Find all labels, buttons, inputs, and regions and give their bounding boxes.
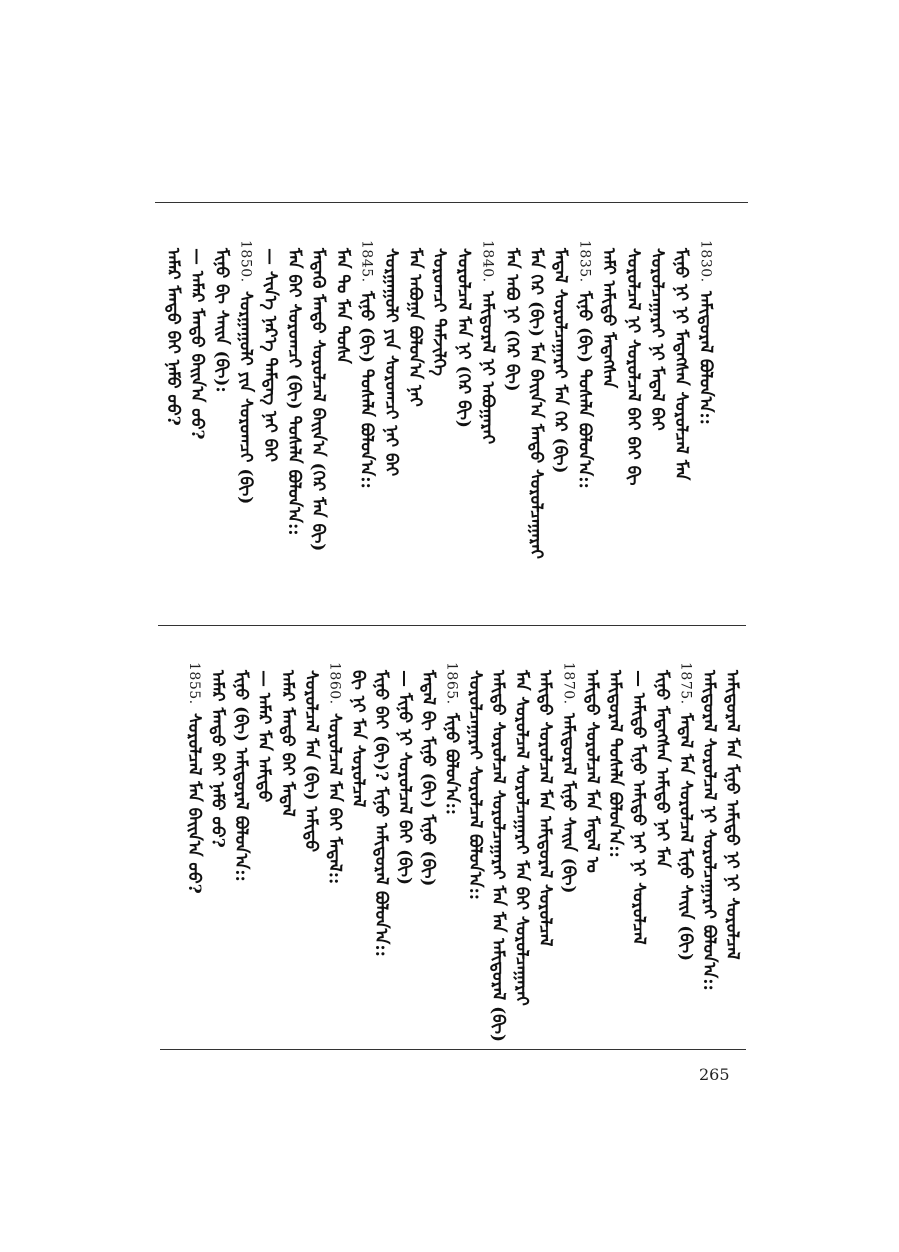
line-number: 1845. [358,240,375,283]
verse-column [370,662,392,957]
verse-column [253,662,275,802]
bottom-rule [160,1049,746,1050]
verse-column [698,662,720,991]
verse-text: — ᠠᠮᠢᠳᠤ ᠮᠢᠨᠦ ᠠᠮᠢᠳᠤ ᠨᠠᠢ ᠨᠢ ᠰᠤᠷᠤᠯᠴᠠᠯ [628,670,649,945]
verse-text: ᠮᠠᠨ ᠪᠠᠢ ᠰᠤᠷᠤᠭᠴᠢ (ᠪᠢ) ᠲᠤᠰᠠᠯᠠ ᠪᠣᠯᠤᠨ᠎ᠠ:: [284,248,304,536]
verse-column [452,240,474,428]
verse-text: ᠮᠡᠳᠡᠯ ᠪᠢ ᠮᠢᠨᠦ (ᠪᠢ) ᠮᠢᠨᠦ (ᠪᠢ) [418,670,438,887]
verse-text: ᠠᠮᠢᠳᠤ ᠰᠤᠷᠤᠯᠴᠠᠯ ᠮᠠᠨ ᠮᠡᠳᠡᠯ ᠤ [581,670,602,873]
line-number: 1830. [697,240,714,283]
verse-column [581,662,603,873]
verse-column [404,240,426,407]
line-number: 1875. [677,662,694,705]
verse-text: ᠮᠡᠳᠡᠯ ᠰᠤᠷᠤᠯᠴᠠᠭᠠᠷᠠᠢ ᠮᠠᠨ ᠭᠡᠷ (ᠪᠢ) [550,248,571,474]
middle-rule [158,625,746,626]
verse-text: ᠠᠮᠢᠳᠤᠷᠠᠯ ᠪᠣᠯᠤᠨ᠎ᠠ:: [695,290,716,425]
verse-text: ᠮᠢᠨᠦ ᠪᠣᠯᠤᠨ᠎ᠠ:: [441,712,462,815]
verse-text: ᠮᠠᠨ ᠰᠤᠷᠤᠯᠴᠠᠯ ᠰᠤᠷᠤᠯᠴᠠᠭᠠᠷᠠᠢ ᠮᠠᠨ ᠪᠠᠢ ᠰᠤᠷᠤᠯᠴᠠᠭᠠᠷᠠᠢ [511,670,532,1006]
verse-text: ᠮᠢᠨᠦ (ᠪᠢ) ᠲᠤᠰᠠᠯᠠ ᠪᠣᠯᠤᠨ᠎ᠠ:: [356,290,377,489]
verse-text: ᠮᠠᠨ ᠠᠪᠤ ᠨᠢ (ᠭᠡᠷ ᠪᠢ) [501,248,522,392]
verse-text: ᠠᠮᠢ ᠠᠮᠢᠳᠤ ᠮᠡᠳᠡᠭᠰᠡᠨ [598,248,619,389]
verse-text: ᠠᠮᠢᠳᠤᠷᠠᠯ ᠲᠤᠰᠠᠯᠠ ᠪᠣᠯᠤᠨ᠎ᠠ:: [605,670,626,858]
line-number: 1850. [237,240,254,283]
lower-verse-block [0,662,899,1043]
verse-text: ᠰᠤᠷᠭᠠᠭᠤᠯᠢ ᠶᠢᠨ ᠰᠤᠷᠤᠭᠴᠢ ᠨᠠᠢ ᠪᠠᠢ [380,248,401,477]
verse-column [573,240,595,488]
verse-text: ᠮᠠᠨ ᠲᠤ ᠮᠠᠨ ᠲᠤᠰᠠ [332,248,353,364]
verse-text: ᠠᠮᠢᠳᠤᠷᠠᠯ ᠮᠢᠨᠦ ᠰᠠᠢᠨ (ᠪᠢ) [558,712,579,894]
line-number: 1870. [560,662,577,705]
verse-column [549,240,571,474]
verse-text: ᠠᠮᠠᠷ ᠮᠡᠨᠳᠦ ᠪᠠᠢ ᠨᠠᠮᠤ ᠤᠤ? [207,670,228,848]
verse-column [307,240,329,551]
verse-column [525,240,547,559]
verse-column [183,662,205,893]
verse-column [347,662,369,807]
verse-text: ᠰᠤᠷᠭᠠᠭᠤᠯᠢ ᠶᠢᠨ ᠰᠤᠷᠤᠭᠴᠢ (ᠪᠢ) [235,290,256,504]
verse-text: ᠮᠡᠳᠡᠯ ᠮᠠᠨ ᠰᠤᠷᠤᠯᠴᠠᠯ ᠮᠢᠨᠦ ᠰᠠᠢᠨ (ᠪᠢ) [675,712,696,961]
verse-column [210,240,232,393]
verse-column [534,662,556,946]
verse-column [694,240,716,425]
verse-text: ᠠᠮᠢᠳᠤᠷᠠᠯ ᠨᠢ ᠠᠪᠤᠭᠠᠷᠠᠢ [477,290,498,444]
verse-column [487,662,509,1042]
verse-text: ᠮᠢᠨᠦ ᠪᠢ ᠰᠠᠢᠨ (ᠪᠢ): [211,248,232,393]
verse-column [440,662,462,815]
verse-text: ᠠᠮᠢᠳᠤ ᠰᠤᠷᠤᠯᠴᠠᠯ ᠰᠤᠷᠤᠯᠴᠠᠭᠠᠷᠠᠢ ᠮᠠᠨ ᠮᠠᠨ ᠠᠮᠢᠳᠤᠷᠠᠯ (ᠪᠢ) [488,670,509,1043]
verse-column [670,240,692,480]
verse-column [464,662,486,900]
upper-verse-block [0,240,899,610]
line-number: 1835. [576,240,593,283]
verse-text: ᠰᠤᠷᠤᠯᠴᠠᠯ ᠮᠠᠨ ᠨᠢ (ᠭᠡᠷ ᠪᠢ) [453,248,474,428]
verse-text: ᠠᠮᠢᠳᠤᠷᠠᠯ ᠮᠠᠨ ᠮᠢᠨᠦ ᠠᠮᠢᠳᠤ ᠨᠢ ᠨᠢ ᠰᠤᠷᠤᠯᠴᠠᠯ [722,670,743,960]
verse-text: ᠮᠠᠨ ᠭᠡᠷ (ᠪᠢ) ᠮᠠᠨ ᠪᠠᠢᠨ᠎ᠠ ᠮᠡᠨᠳᠦ ᠰᠤᠷᠤᠯᠴᠠᠭᠠᠷᠠᠢ [526,248,546,559]
verse-text: ᠰᠤᠷᠤᠯᠴᠠᠯ ᠨᠢ ᠰᠤᠷᠤᠯᠴᠠᠯ ᠪᠠᠢ ᠪᠠᠢ ᠪᠢ [622,248,643,486]
verse-text: ᠰᠤᠷᠤᠯᠴᠠᠭᠠᠷᠠᠢ ᠨᠢ ᠮᠡᠳᠡᠯ ᠪᠠᠢ [647,248,667,431]
verse-column [230,662,252,882]
verse-column [501,240,523,392]
verse-text: — ᠠᠮᠠᠷ ᠮᠠᠨ ᠠᠮᠢᠳᠤ [254,670,275,803]
verse-text: ᠰᠤᠷᠤᠯᠴᠠᠯ ᠮᠠᠨ ᠪᠠᠢᠨ᠎ᠠ ᠤᠤ? [184,712,204,894]
verse-text: ᠪᠢ ᠨᠢ ᠮᠠᠨ ᠰᠤᠷᠤᠯᠴᠠᠯ [347,670,368,808]
verse-column [557,662,579,893]
verse-text: ᠠᠮᠢᠳᠤ ᠰᠤᠷᠤᠯᠴᠠᠯ ᠮᠠᠨ ᠠᠮᠢᠳᠤᠷᠠᠯ ᠰᠤᠷᠤᠯᠴᠠᠯ [535,670,555,947]
verse-column [186,240,208,440]
verse-text: — ᠮᠢᠨᠦ ᠨᠢ ᠰᠤᠷᠤᠯᠴᠠᠯ ᠪᠠᠢ (ᠪᠢ) [394,670,415,886]
verse-text: ᠮᠢᠨᠦ ᠮᠡᠳᠡᠭᠰᠡᠨ ᠠᠮᠢᠳᠤ ᠨᠠᠢ ᠮᠠᠨ [652,670,672,868]
verse-text: ᠠᠮᠠᠷ ᠮᠡᠨᠳᠦ ᠪᠠᠢ ᠨᠠᠮᠤ ᠤᠤ? [163,248,183,426]
verse-column [380,240,402,476]
verse-column [646,240,668,431]
page-number: 265 [699,1065,730,1084]
verse-column [477,240,499,444]
verse-column [206,662,228,848]
verse-text: ᠠᠮᠢᠳᠤᠷᠠᠯ ᠰᠤᠷᠤᠯᠴᠠᠯ ᠨᠢ ᠰᠤᠷᠤᠯᠴᠠᠭᠠᠷᠠᠢ ᠪᠣᠯᠤᠨ᠎ᠠ:: [698,670,719,991]
verse-column [598,240,620,388]
verse-text: ᠠᠮᠠᠷ ᠮᠡᠨᠳᠦ ᠪᠠᠢ ᠮᠡᠳᠡᠯ [277,670,298,817]
verse-text: ᠰᠤᠷᠤᠭᠴᠢ ᠳᠡᠮᠵᠢᠯᠬᠡ [429,248,450,376]
verse-text: ᠮᠠᠨ ᠠᠪᠤᠭᠠ ᠪᠣᠯᠤᠨ᠎ᠠ ᠨᠠᠢ [405,248,425,407]
verse-column [277,662,299,817]
verse-text: ᠮᠢᠨᠦ (ᠪᠢ) ᠲᠤᠰᠠᠯᠠ ᠪᠣᠯᠤᠨ᠎ᠠ:: [574,290,595,489]
verse-column [604,662,626,858]
verse-text: ᠰᠤᠷᠤᠯᠴᠠᠭᠠᠷᠠᠢ ᠰᠤᠷᠤᠯᠴᠠᠯ ᠪᠣᠯᠤᠨ᠎ᠠ:: [464,670,485,901]
verse-column [331,240,353,364]
verse-column [259,240,281,462]
verse-text: ᠮᠡᠳᠡᠬᠦ ᠮᠡᠨᠳᠦ ᠰᠤᠷᠤᠯᠴᠠᠯ ᠪᠠᠢᠨ᠎ᠠ (ᠭᠡᠷ ᠮᠠᠨ ᠪᠢ) [308,248,329,552]
line-number: 1855. [186,662,202,705]
verse-column [721,662,743,960]
verse-text: ᠰᠤᠷᠤᠯᠴᠠᠯ ᠮᠠᠨ (ᠪᠢ) ᠠᠮᠢᠳᠤ [301,670,321,853]
verse-text: ᠮᠢᠨᠦ ᠪᠠᠢ (ᠪᠢ)? ᠮᠢᠨᠦ ᠠᠮᠢᠳᠤᠷᠠᠯ ᠪᠣᠯᠤᠨ᠎ᠠ:: [371,670,392,957]
line-number: 1860. [326,662,343,705]
verse-column [356,240,378,488]
verse-column [651,662,673,867]
verse-text: ᠮᠢᠨᠦ ᠨᠢ ᠨᠢ ᠮᠡᠳᠡᠭᠰᠡᠨ ᠰᠤᠷᠤᠯᠴᠠᠯ ᠮᠠᠨ [671,248,692,481]
verse-column [622,240,644,485]
verse-text: — ᠠᠮᠠᠷ ᠮᠡᠨᠳᠦ ᠪᠠᠢᠨ᠎ᠠ ᠤᠤ? [187,248,208,440]
verse-column [162,240,184,426]
line-number: 1840. [479,240,496,283]
verse-column [674,662,696,961]
verse-text: ᠮᠢᠨᠦ (ᠪᠢ) ᠠᠮᠢᠳᠤᠷᠠᠯ ᠪᠣᠯᠤᠨ᠎ᠠ:: [230,670,251,882]
verse-column [300,662,322,852]
top-rule [155,202,748,203]
line-number: 1865. [443,662,460,705]
verse-column [511,662,533,1006]
verse-column [235,240,257,504]
verse-column [283,240,305,536]
verse-text: ᠰᠤᠷᠤᠯᠴᠠᠯ ᠮᠠᠨ ᠪᠠᠢ ᠮᠡᠳᠡᠯ:: [324,712,345,884]
verse-column [428,240,450,376]
verse-column [417,662,439,886]
verse-column [323,662,345,884]
verse-column [628,662,650,945]
verse-column [394,662,416,885]
verse-text: — ᠰᠢᠨ᠎ᠡ ᠨᠡᠷ᠎ᠡ ᠲᠡᠮᠳᠡᠭ ᠨᠠᠢ ᠪᠠᠢ [259,248,280,462]
